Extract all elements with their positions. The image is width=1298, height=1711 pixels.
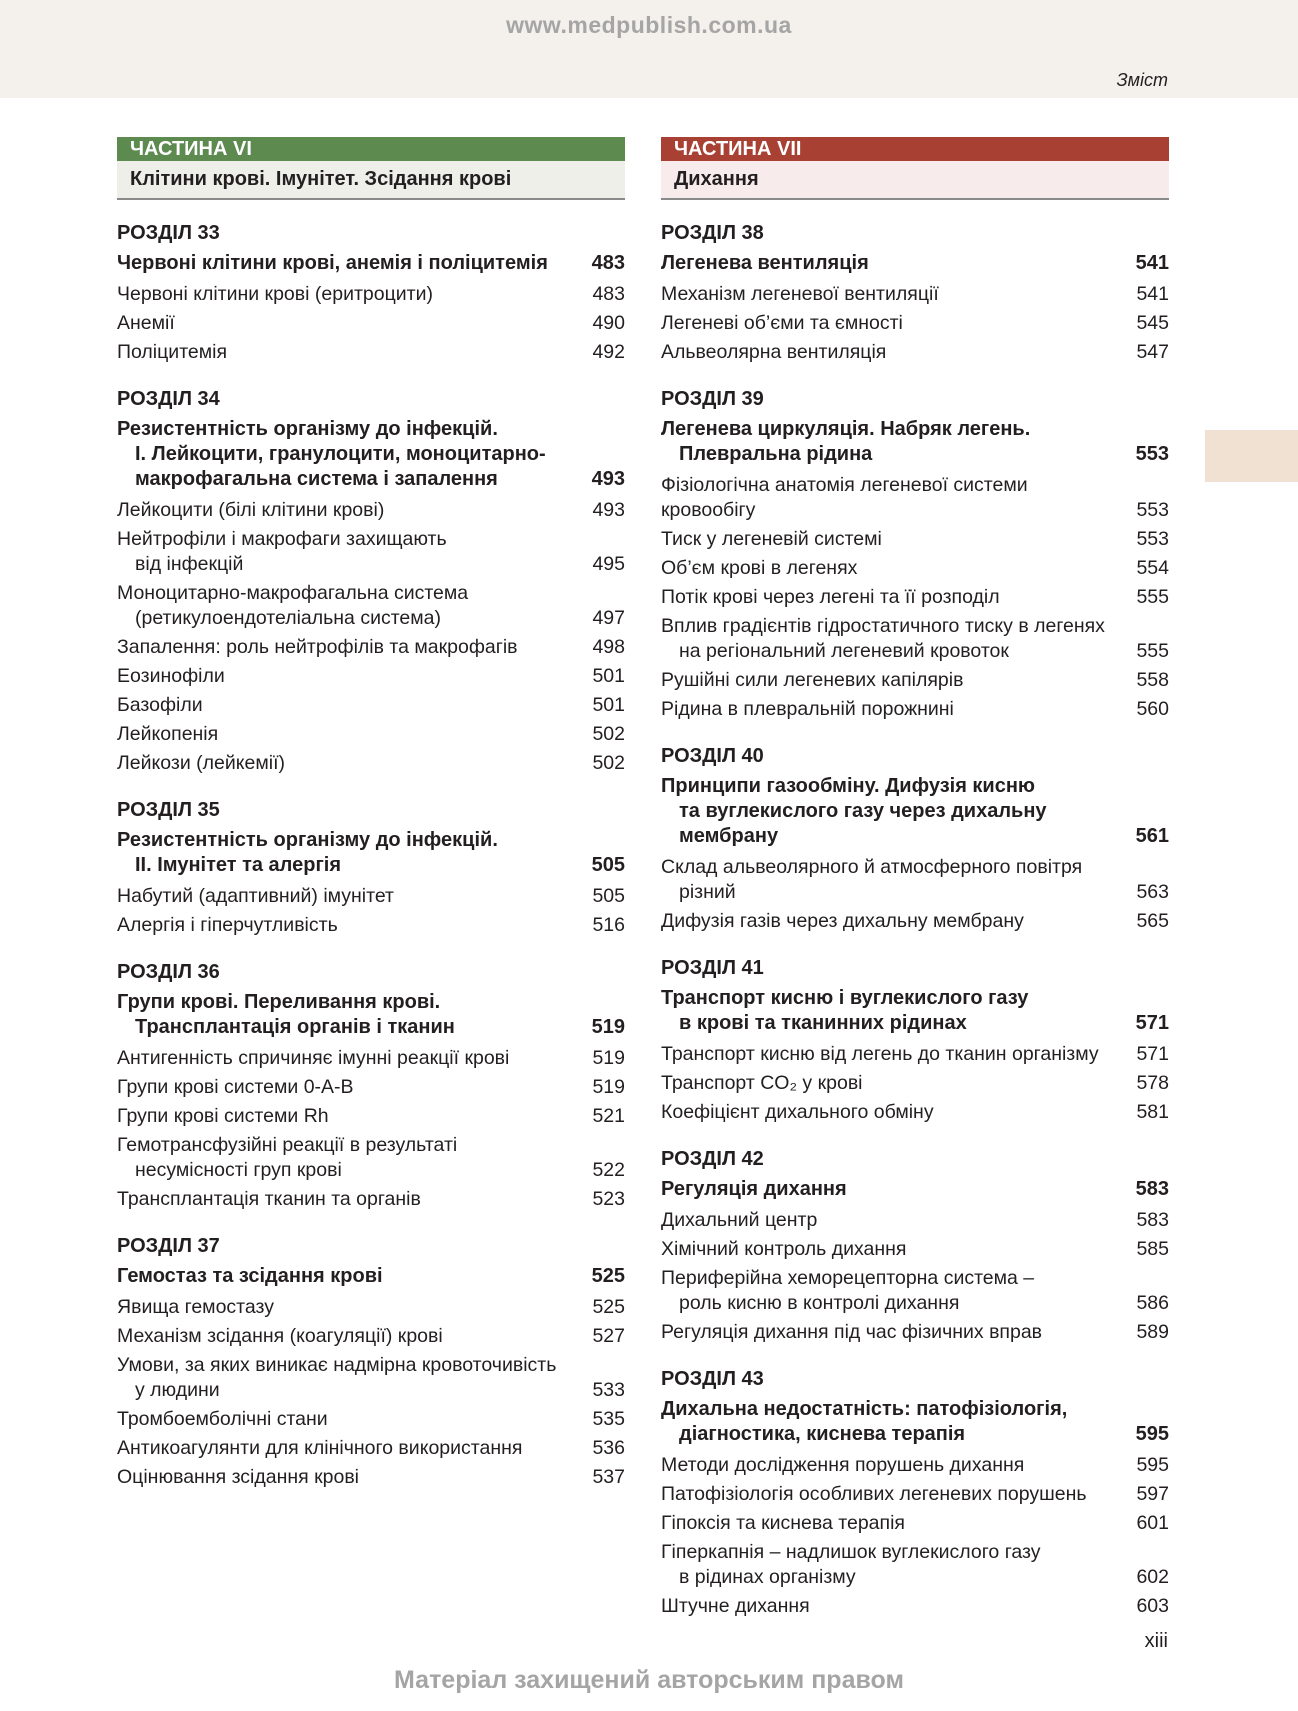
toc-text-line: Групи крові системи Rh [117,1105,329,1127]
entry-page: 492 [592,341,625,363]
chapter-title-row [117,251,625,276]
toc-text-line: Гемотрансфузійні реакції в результаті [117,1134,458,1156]
chapter-page: 505 [591,854,625,876]
entry-page: 547 [1136,341,1169,363]
chapter-block [661,1367,1169,1619]
toc-text-line: Гіпоксія та киснева терапія [661,1512,905,1534]
chapter-title [661,1177,861,1202]
toc-text-line: Рідина в плевральній порожнині [661,698,954,720]
entry-title [661,855,1096,905]
entry-page: 578 [1136,1072,1169,1094]
toc-entry [661,1266,1169,1316]
toc-text-line: Лейкози (лейкемії) [117,752,286,774]
toc-text-line: Червоні клітини крові, анемія і поліцитемія [117,252,548,274]
toc-text-line: Гемостаз та зсідання крові [117,1265,383,1287]
part-label: ЧАСТИНА VII [661,137,1169,161]
entry-title [661,1320,1056,1345]
chapter-list [117,221,625,1490]
toc-entry [661,1237,1169,1262]
entry-title [117,1075,368,1100]
toc-entry [661,909,1169,934]
toc-entry [117,340,625,365]
publisher-url: www.medpublish.com.ua [506,12,792,38]
toc-text-line: Оцінювання зсідання крові [117,1466,360,1488]
toc-entry [117,693,625,718]
chapter-page: 483 [591,252,625,274]
toc-text-line: та вуглекислого газу через дихальну мембрану [679,800,1047,847]
entry-title [117,1133,471,1183]
entry-page: 555 [1136,640,1169,662]
entry-page: 505 [592,885,625,907]
chapter-number: РОЗДІЛ 38 [661,222,764,244]
toc-text-line: Еозинофіли [117,665,225,687]
entry-page: 602 [1136,1566,1169,1588]
chapter-title-row [117,417,625,492]
toc-entry [661,556,1169,581]
chapter-page: 571 [1135,1012,1169,1034]
chapter-title [661,774,1136,849]
toc-text-line: Легеневі об’єми та ємності [661,312,903,334]
toc-entry [661,614,1169,664]
entry-page: 483 [592,283,625,305]
toc-entry [117,311,625,336]
chapter-page: 561 [1135,825,1169,847]
section-thumb-tab [1205,430,1298,482]
toc-text-line: Штучне дихання [661,1595,810,1617]
toc-entry [661,1511,1169,1536]
chapter-title [117,417,560,492]
toc-column-left [117,137,625,1512]
toc-entry [117,884,625,909]
entry-page: 581 [1136,1101,1169,1123]
toc-entry [117,498,625,523]
entry-title [117,282,447,307]
toc-text-line: Поліцитемія [117,341,228,363]
entry-page: 519 [592,1076,625,1098]
entry-title [117,1353,570,1403]
entry-title [661,1266,1048,1316]
chapter-block [661,387,1169,722]
entry-title [661,1100,948,1125]
toc-entry [117,751,625,776]
entry-title [117,1187,435,1212]
entry-title [117,581,482,631]
toc-text-line: I. Лейкоцити, гранулоцити, моноцитарно- [135,443,546,465]
entry-page: 589 [1136,1321,1169,1343]
toc-text-line: Вплив градієнтів гідростатичного тиску в легенях [661,615,1105,637]
chapter-title [117,990,469,1040]
chapter-number: РОЗДІЛ 35 [117,799,220,821]
toc-entry [117,1324,625,1349]
chapter-block [661,1147,1169,1345]
toc-text-line: несумісності груп крові [135,1159,342,1181]
toc-text-line: Коефіцієнт дихального обміну [661,1101,934,1123]
toc-text-line: Гіперкапнія – надлишок вуглекислого газу [661,1541,1041,1563]
entry-page: 502 [592,723,625,745]
part-title: Клітини крові. Імунітет. Зсідання крові [117,161,625,200]
entry-page: 565 [1136,910,1169,932]
toc-text-line: в рідинах організму [679,1566,856,1588]
entry-title [661,1042,1113,1067]
toc-entry [661,1208,1169,1233]
copyright-watermark: Матеріал захищений авторським правом [394,1666,904,1694]
toc-entry [661,282,1169,307]
entry-title [117,1436,536,1461]
toc-text-line: Методи дослідження порушень дихання [661,1454,1025,1476]
toc-entry [661,340,1169,365]
entry-page: 527 [592,1325,625,1347]
toc-text-line: Альвеолярна вентиляція [661,341,887,363]
entry-page: 497 [592,607,625,629]
chapter-number: РОЗДІЛ 43 [661,1368,764,1390]
entry-page: 525 [592,1296,625,1318]
entry-title [117,884,408,909]
toc-entry [117,1353,625,1403]
entry-page: 595 [1136,1454,1169,1476]
entry-page: 597 [1136,1483,1169,1505]
entry-page: 555 [1136,586,1169,608]
entry-page: 585 [1136,1238,1169,1260]
chapter-page: 595 [1135,1423,1169,1445]
entry-title [661,1511,919,1536]
chapter-title-row [117,828,625,878]
toc-text-line: Рушійні сили легеневих капілярів [661,669,964,691]
toc-text-line: Умови, за яких виникає надмірна кровоточивість [117,1354,557,1376]
toc-text-line: Алергія і гіперчутливість [117,914,338,936]
toc-text-line: Хімічний контроль дихання [661,1238,907,1260]
toc-entry [117,722,625,747]
entry-page: 516 [592,914,625,936]
entry-page: 553 [1136,499,1169,521]
entry-title [117,1295,288,1320]
part-label: ЧАСТИНА VI [117,137,625,161]
entry-title [661,1071,877,1096]
toc-text-line: Групи крові системи 0-A-B [117,1076,354,1098]
entry-page: 603 [1136,1595,1169,1617]
toc-entry [661,668,1169,693]
chapter-title-row [661,1177,1169,1202]
toc-text-line: Групи крові. Переливання крові. [117,991,441,1013]
toc-text-line: Транспорт кисню від легень до тканин організму [661,1043,1099,1065]
toc-entry [117,581,625,631]
chapter-title [661,251,883,276]
toc-entry [661,697,1169,722]
toc-text-line: Трансплантація органів і тканин [135,1016,455,1038]
toc-entry [117,527,625,577]
toc-text-line: Базофіли [117,694,203,716]
toc-text-line: Принципи газообміну. Дифузія кисню [661,775,1036,797]
chapter-number: РОЗДІЛ 42 [661,1148,764,1170]
entry-page: 519 [592,1047,625,1069]
entry-page: 601 [1136,1512,1169,1534]
entry-title [661,585,1014,610]
chapter-title [661,986,1042,1036]
entry-page: 536 [592,1437,625,1459]
entry-title [661,1594,824,1619]
toc-text-line: Транспорт кисню і вуглекислого газу [661,987,1029,1009]
chapter-page: 493 [591,468,625,490]
toc-entry [117,1407,625,1432]
toc-text-line: Механізм легеневої вентиляції [661,283,939,305]
entry-page: 560 [1136,698,1169,720]
entry-title [661,282,953,307]
chapter-number: РОЗДІЛ 36 [117,961,220,983]
toc-text-line: Регуляція дихання під час фізичних вправ [661,1321,1043,1343]
toc-text-line: Тиск у легеневій системі [661,528,882,550]
toc-text-line: Транспорт CO₂ у крові [661,1072,863,1094]
chapter-block [117,387,625,776]
toc-text-line: у людини [135,1379,220,1401]
chapter-block [117,1234,625,1490]
chapter-number: РОЗДІЛ 39 [661,388,764,410]
toc-text-line: Легенева циркуляція. Набряк легень. [661,418,1031,440]
chapter-title-row [661,1397,1169,1447]
toc-text-line: Явища гемостазу [117,1296,274,1318]
entry-title [117,340,241,365]
toc-text-line: Трансплантація тканин та органів [117,1188,421,1210]
toc-entry [117,1075,625,1100]
toc-text-line: Антигенність спричиняє імунні реакції крові [117,1047,510,1069]
entry-page: 501 [592,694,625,716]
entry-page: 533 [592,1379,625,1401]
entry-page: 522 [592,1159,625,1181]
entry-page: 571 [1136,1043,1169,1065]
entry-title [117,1046,523,1071]
toc-text-line: Червоні клітини крові (еритроцити) [117,283,433,305]
toc-text-line: Дихальний центр [661,1209,818,1231]
toc-text-line: Моноцитарно-макрофагальна система [117,582,469,604]
toc-entry [117,1133,625,1183]
toc-text-line: Лейкопенія [117,723,219,745]
entry-page: 535 [592,1408,625,1430]
chapter-title [117,251,562,276]
toc-text-line: Склад альвеолярного й атмосферного повітря [661,856,1083,878]
entry-title [117,1465,373,1490]
toc-entry [117,635,625,660]
entry-page: 554 [1136,557,1169,579]
toc-entry [661,311,1169,336]
chapter-page: 541 [1135,252,1169,274]
toc-text-line: Запалення: роль нейтрофілів та макрофагів [117,636,518,658]
toc-entry [117,1295,625,1320]
entry-page: 490 [592,312,625,334]
chapter-list [661,221,1169,1619]
toc-entry [117,913,625,938]
chapter-title-row [117,990,625,1040]
entry-title [661,340,900,365]
entry-title [117,751,299,776]
chapter-number: РОЗДІЛ 33 [117,222,220,244]
entry-page: 545 [1136,312,1169,334]
toc-entry [661,527,1169,552]
toc-text-line: Анемії [117,312,175,334]
entry-title [117,664,239,689]
entry-title [661,697,968,722]
entry-title [117,1104,343,1129]
toc-entry [117,664,625,689]
toc-entry [661,1071,1169,1096]
toc-text-line: Патофізіологія особливих легеневих порушень [661,1483,1087,1505]
entry-title [117,498,398,523]
chapter-block [661,956,1169,1125]
entry-page: 541 [1136,283,1169,305]
chapter-page: 553 [1135,443,1169,465]
chapter-block [117,798,625,938]
chapter-page: 583 [1135,1178,1169,1200]
entry-page: 558 [1136,669,1169,691]
toc-entry [117,1104,625,1129]
toc-text-line: Регуляція дихання [661,1178,847,1200]
toc-entry [661,1320,1169,1345]
toc-text-line: Потік крові через легені та її розподіл [661,586,1000,608]
toc-text-line: Плевральна рідина [679,443,873,465]
toc-text-line: Тромбоемболічні стани [117,1408,328,1430]
running-head: Зміст [1116,70,1168,90]
entry-title [661,527,896,552]
toc-entry [117,1436,625,1461]
chapter-block [117,960,625,1212]
toc-column-right [661,137,1169,1641]
toc-text-line: Дифузія газів через дихальну мембрану [661,910,1024,932]
toc-text-line: Антикоагулянти для клінічного використання [117,1437,523,1459]
toc-entry [661,1453,1169,1478]
chapter-block [661,221,1169,365]
entry-page: 495 [592,553,625,575]
toc-text-line: Механізм зсідання (коагуляції) крові [117,1325,443,1347]
toc-entry [117,1187,625,1212]
toc-text-line: від інфекцій [135,553,244,575]
chapter-block [661,744,1169,934]
part-title: Дихання [661,161,1169,200]
toc-text-line: Резистентність організму до інфекцій. [117,829,498,851]
entry-title [117,527,461,577]
entry-page: 583 [1136,1209,1169,1231]
entry-page: 563 [1136,881,1169,903]
chapter-number: РОЗДІЛ 37 [117,1235,220,1257]
entry-title [661,1208,831,1233]
entry-title [661,614,1119,664]
entry-title [661,909,1038,934]
entry-page: 502 [592,752,625,774]
toc-entry [661,585,1169,610]
chapter-number: РОЗДІЛ 34 [117,388,220,410]
chapter-number: РОЗДІЛ 40 [661,745,764,767]
toc-entry [661,1042,1169,1067]
chapter-number: РОЗДІЛ 41 [661,957,764,979]
entry-title [661,1482,1101,1507]
toc-text-line: Об’єм крові в легенях [661,557,858,579]
entry-page: 586 [1136,1292,1169,1314]
toc-text-line: (ретикулоендотеліальна система) [135,607,442,629]
toc-text-line: Легенева вентиляція [661,252,869,274]
chapter-title-row [661,774,1169,849]
entry-title [117,635,532,660]
entry-title [117,913,352,938]
entry-page: 537 [592,1466,625,1488]
entry-page: 553 [1136,528,1169,550]
toc-text-line: на регіональний легеневий кровоток [679,640,1009,662]
toc-entry [117,1046,625,1071]
page-number: xiii [1144,1630,1168,1652]
toc-text-line: Лейкоцити (білі клітини крові) [117,499,385,521]
toc-entry [661,1482,1169,1507]
entry-page: 501 [592,665,625,687]
chapter-title [661,1397,1081,1447]
entry-title [661,556,871,581]
entry-title [117,1324,457,1349]
entry-page: 498 [592,636,625,658]
toc-text-line: в крові та тканинних рідинах [679,1012,967,1034]
toc-text-line: Периферійна хеморецепторна система – [661,1267,1035,1289]
chapter-block [117,221,625,365]
toc-entry [661,1100,1169,1125]
entry-title [661,668,977,693]
toc-text-line: макрофагальна система і запалення [135,468,498,490]
toc-entry [117,282,625,307]
entry-page: 523 [592,1188,625,1210]
toc-entry [661,855,1169,905]
toc-text-line: II. Імунітет та алергія [135,854,342,876]
entry-title [661,1237,920,1262]
entry-title [661,473,1136,523]
entry-title [117,1407,342,1432]
entry-title [661,311,917,336]
toc-text-line: Фізіологічна анатомія легеневої системи кровообігу [661,474,1028,521]
entry-title [117,722,232,747]
entry-page: 521 [592,1105,625,1127]
toc-entry [117,1465,625,1490]
toc-text-line: діагностика, киснева терапія [679,1423,966,1445]
chapter-title [117,1264,397,1289]
toc-entry [661,1594,1169,1619]
toc-text-line: Дихальна недостатність: патофізіологія, [661,1398,1068,1420]
toc-entry [661,1540,1169,1590]
toc-text-line: Резистентність організму до інфекцій. [117,418,498,440]
entry-title [661,1540,1054,1590]
chapter-title-row [661,986,1169,1036]
entry-title [117,311,189,336]
toc-entry [661,473,1169,523]
toc-text-line: Нейтрофіли і макрофаги захищають [117,528,447,550]
toc-text-line: роль кисню в контролі дихання [679,1292,960,1314]
chapter-page: 525 [591,1265,625,1287]
chapter-title [117,828,512,878]
entry-page: 493 [592,499,625,521]
toc-text-line: різний [679,881,736,903]
chapter-title-row [661,417,1169,467]
chapter-page: 519 [591,1016,625,1038]
chapter-title-row [117,1264,625,1289]
entry-title [117,693,217,718]
toc-text-line: Набутий (адаптивний) імунітет [117,885,394,907]
chapter-title [661,417,1044,467]
chapter-title-row [661,251,1169,276]
entry-title [661,1453,1038,1478]
